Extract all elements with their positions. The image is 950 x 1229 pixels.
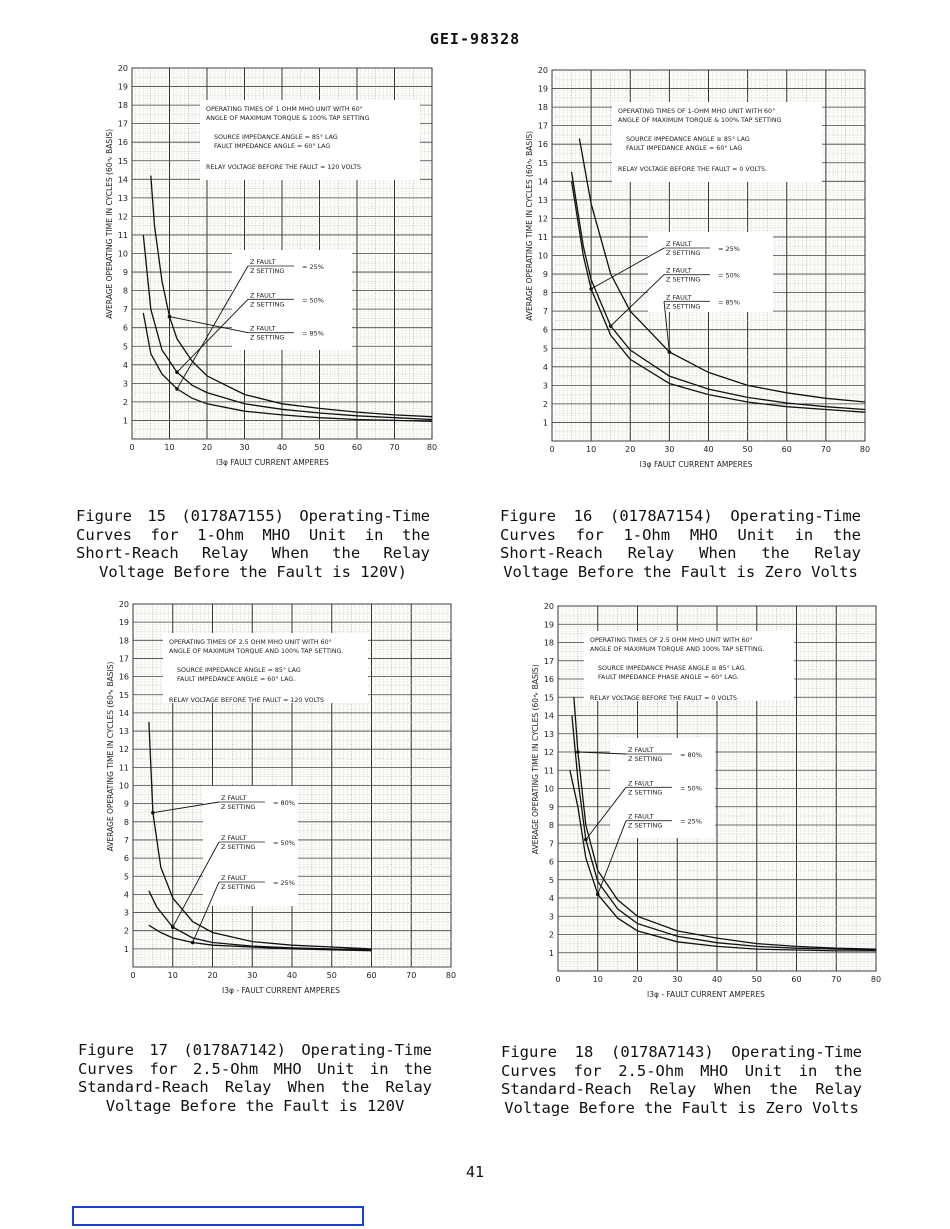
info-box-line: OPERATING TIMES OF 1 OHM MHO UNIT WITH 60°	[206, 106, 363, 113]
y-tick-label: 2	[542, 399, 548, 409]
x-tick-label: 70	[820, 445, 831, 454]
legend-numerator: Z FAULT	[628, 812, 654, 821]
y-tick-label: 19	[543, 620, 554, 630]
leader-point	[171, 925, 175, 929]
y-tick-label: 20	[537, 66, 548, 75]
legend-numerator: Z FAULT	[628, 779, 654, 788]
y-tick-label: 18	[118, 636, 129, 646]
x-tick-label: 30	[672, 975, 683, 984]
y-tick-label: 3	[542, 381, 548, 391]
y-tick-label: 5	[542, 344, 548, 354]
x-tick-label: 20	[207, 971, 218, 980]
info-box-line: OPERATING TIMES OF 2.5 OHM MHO UNIT WITH 60°	[169, 639, 332, 646]
y-tick-label: 10	[117, 249, 128, 259]
y-tick-label: 15	[537, 158, 548, 168]
leader-point	[589, 287, 593, 291]
x-tick-label: 10	[164, 443, 175, 452]
leader-point	[175, 387, 179, 391]
y-tick-label: 3	[123, 908, 129, 918]
y-tick-label: 11	[537, 232, 548, 242]
x-tick-label: 60	[366, 971, 377, 980]
legend-value: = 25%	[302, 263, 324, 271]
legend-value: = 85%	[718, 298, 740, 307]
legend-denominator: Z SETTING	[666, 249, 701, 257]
info-box-line: SOURCE IMPEDANCE ANGLE = 85° LAG	[177, 667, 301, 674]
x-tick-label: 40	[711, 975, 723, 984]
info-box-line: FAULT IMPEDANCE ANGLE = 60° LAG.	[177, 676, 296, 683]
y-tick-label: 10	[118, 781, 129, 791]
y-tick-label: 8	[542, 288, 548, 298]
chart-svg	[100, 60, 450, 485]
x-tick-label: 10	[592, 975, 603, 984]
x-tick-label: 30	[239, 443, 250, 452]
x-tick-label: 50	[742, 445, 753, 454]
y-tick-label: 9	[122, 268, 128, 278]
y-tick-label: 8	[122, 286, 128, 296]
legend-value: = 25%	[273, 879, 295, 887]
y-tick-label: 10	[537, 251, 548, 261]
y-tick-label: 2	[122, 397, 128, 407]
y-tick-label: 3	[548, 912, 554, 922]
document-number: GEI-98328	[429, 30, 521, 48]
x-tick-label: 10	[586, 445, 597, 454]
y-tick-label: 7	[122, 305, 128, 315]
leader-point	[668, 350, 672, 354]
y-tick-label: 20	[118, 600, 129, 609]
y-tick-label: 2	[548, 930, 554, 940]
y-tick-label: 6	[123, 854, 129, 864]
y-tick-label: 7	[548, 839, 554, 849]
x-tick-label: 60	[791, 975, 802, 984]
info-box-line: RELAY VOLTAGE BEFORE THE FAULT = 0 VOLTS.	[618, 166, 768, 173]
y-tick-label: 1	[123, 944, 129, 954]
x-tick-label: 20	[201, 443, 213, 452]
y-tick-label: 11	[118, 763, 129, 773]
y-axis-label: AVERAGE OPERATING TIME IN CYCLES (60∿ BASIS)	[106, 661, 115, 852]
legend-numerator: Z FAULT	[221, 834, 247, 842]
leader-point	[576, 750, 580, 754]
y-tick-label: 8	[123, 817, 129, 827]
info-box-line: FAULT IMPEDANCE ANGLE = 60° LAG	[214, 143, 331, 150]
info-box-line: RELAY VOLTAGE BEFORE THE FAULT = 0 VOLTS	[590, 695, 738, 702]
legend-numerator: Z FAULT	[221, 794, 247, 802]
y-tick-label: 4	[548, 894, 554, 903]
info-box-line: ANGLE OF MAXIMUM TORQUE AND 100% TAP SETTING.	[169, 648, 344, 655]
x-axis-label: I3φ - FAULT CURRENT AMPERES	[222, 986, 340, 995]
legend-denominator: Z SETTING	[628, 821, 663, 830]
y-tick-label: 18	[543, 638, 554, 648]
y-tick-label: 18	[117, 101, 128, 111]
legend-denominator: Z SETTING	[221, 843, 256, 851]
y-tick-label: 15	[543, 693, 554, 703]
x-tick-label: 30	[247, 971, 258, 980]
x-tick-label: 0	[549, 445, 555, 454]
y-tick-label: 17	[117, 119, 128, 129]
y-tick-label: 20	[117, 64, 128, 73]
legend-value: = 80%	[273, 799, 295, 807]
y-tick-label: 2	[123, 926, 129, 936]
y-axis-label: AVERAGE OPERATING TIME IN CYCLES (60∿ BASIS)	[531, 664, 540, 855]
y-tick-label: 4	[122, 360, 128, 370]
legend-numerator: Z FAULT	[250, 291, 276, 300]
y-tick-label: 1	[542, 418, 548, 428]
info-box-line: FAULT IMPEDANCE ANGLE = 60° LAG	[626, 145, 743, 152]
chart-svg	[522, 598, 882, 1018]
figure-16-caption: Figure 16 (0178A7154) Operating-Time Curves for 1-Ohm MHO Unit in the Short-Reach Relay When the Relay Voltage Before the Fault is Zero Volts	[500, 507, 861, 581]
y-tick-label: 16	[117, 138, 128, 148]
page-number: 41	[465, 1163, 485, 1181]
x-tick-label: 80	[859, 445, 871, 454]
x-tick-label: 80	[870, 975, 882, 984]
x-tick-label: 70	[389, 443, 400, 452]
x-tick-label: 40	[286, 971, 298, 980]
y-tick-label: 12	[537, 214, 548, 224]
y-tick-label: 15	[118, 690, 129, 700]
info-box-line: OPERATING TIMES OF 1-OHM MHO UNIT WITH 60°	[618, 108, 776, 115]
x-tick-label: 40	[276, 443, 288, 452]
y-tick-label: 16	[118, 672, 129, 682]
legend-denominator: Z SETTING	[250, 300, 285, 309]
legend-numerator: Z FAULT	[221, 874, 247, 882]
info-box-line: SOURCE IMPEDANCE ANGLE = 85° LAG	[214, 134, 338, 141]
figure-18-caption: Figure 18 (0178A7143) Operating-Time Curves for 2.5-Ohm MHO Unit in the Standard-Reach Relay When the Relay Voltage Before the Fault is Zero Volts	[501, 1043, 862, 1117]
legend-numerator: Z FAULT	[250, 258, 276, 266]
legend-value: = 85%	[302, 329, 324, 338]
figure-15-caption: Figure 15 (0178A7155) Operating-Time Curves for 1-Ohm MHO Unit in the Short-Reach Relay When the Relay Voltage Before the Fault is 120V)	[76, 507, 430, 581]
info-box-line: ANGLE OF MAXIMUM TORQUE AND 100% TAP SETTING.	[590, 646, 765, 653]
y-axis-label: AVERAGE OPERATING TIME IN CYCLES (60∿ BASIS)	[525, 130, 534, 321]
y-tick-label: 14	[118, 708, 129, 718]
y-tick-label: 17	[543, 656, 554, 666]
y-tick-label: 15	[117, 156, 128, 166]
x-axis-label: I3φ - FAULT CURRENT AMPERES	[647, 990, 765, 999]
leader-point	[609, 324, 613, 328]
chart-svg	[103, 596, 457, 1016]
x-tick-label: 50	[314, 443, 325, 452]
info-box-line: SOURCE IMPEDANCE ANGLE ≅ 85° LAG	[626, 136, 750, 143]
y-tick-label: 11	[543, 766, 554, 776]
legend-denominator: Z SETTING	[250, 333, 285, 342]
chart-svg	[520, 62, 870, 487]
info-box-line: OPERATING TIMES OF 2.5 OHM MHO UNIT WITH 60°	[590, 637, 753, 644]
y-tick-label: 17	[118, 654, 129, 664]
y-tick-label: 20	[543, 602, 554, 611]
legend-denominator: Z SETTING	[666, 275, 701, 284]
y-tick-label: 9	[123, 799, 129, 809]
y-tick-label: 14	[117, 175, 128, 185]
y-tick-label: 8	[548, 821, 554, 830]
figure-15-chart	[100, 60, 450, 485]
x-tick-label: 70	[831, 975, 842, 984]
y-tick-label: 6	[122, 323, 128, 333]
legend-value: = 50%	[680, 784, 702, 793]
y-tick-label: 14	[537, 177, 548, 187]
legend-denominator: Z SETTING	[221, 803, 256, 811]
legend-numerator: Z FAULT	[666, 293, 692, 302]
y-tick-label: 11	[117, 230, 128, 240]
legend-value: = 50%	[273, 839, 295, 847]
y-axis-label: AVERAGE OPERATING TIME IN CYCLES (60∿ BASIS)	[105, 128, 114, 319]
info-box-line: ANGLE OF MAXIMUM TORQUE & 100% TAP SETTING	[206, 115, 370, 122]
figure-17-chart	[103, 596, 457, 1016]
y-tick-label: 19	[537, 84, 548, 94]
leader-point	[596, 893, 600, 897]
y-tick-label: 7	[123, 835, 129, 845]
info-box-line: ANGLE OF MAXIMUM TORQUE & 100% TAP SETTING	[618, 117, 782, 124]
legend-value: = 25%	[680, 817, 702, 826]
x-tick-label: 20	[625, 445, 636, 454]
y-tick-label: 13	[537, 195, 548, 205]
legend-numerator: Z FAULT	[666, 240, 692, 248]
leader-point	[175, 370, 179, 374]
figure-16-chart	[520, 62, 870, 487]
y-tick-label: 13	[118, 727, 129, 737]
y-tick-label: 19	[117, 82, 128, 92]
y-tick-label: 13	[117, 193, 128, 203]
x-tick-label: 80	[426, 443, 438, 452]
info-box-line: SOURCE IMPEDANCE PHASE ANGLE ≅ 85° LAG.	[598, 665, 747, 672]
x-tick-label: 40	[703, 445, 714, 454]
legend-numerator: Z FAULT	[628, 746, 654, 754]
x-tick-label: 0	[555, 975, 561, 984]
y-tick-label: 6	[542, 325, 548, 335]
x-tick-label: 60	[351, 443, 363, 452]
y-tick-label: 16	[537, 140, 548, 150]
y-tick-label: 12	[117, 212, 128, 222]
y-tick-label: 13	[543, 729, 554, 739]
legend-value: = 50%	[718, 271, 740, 280]
y-tick-label: 12	[118, 745, 129, 755]
y-tick-label: 4	[123, 890, 129, 900]
legend-value: = 50%	[302, 296, 324, 305]
y-tick-label: 3	[122, 379, 128, 389]
y-tick-label: 9	[548, 802, 554, 812]
x-tick-label: 80	[445, 971, 457, 980]
x-tick-label: 0	[129, 443, 135, 452]
leader-point	[168, 315, 172, 319]
x-tick-label: 60	[781, 445, 792, 454]
x-tick-label: 30	[664, 445, 675, 454]
leader-point	[191, 941, 195, 945]
figure-17-caption: Figure 17 (0178A7142) Operating-Time Curves for 2.5-Ohm MHO Unit in the Standard-Reach Relay When the Relay Voltage Before the Fault is 120V	[78, 1041, 432, 1115]
x-tick-label: 10	[167, 971, 178, 980]
legend-denominator: Z SETTING	[666, 302, 701, 311]
x-tick-label: 70	[406, 971, 417, 980]
y-tick-label: 7	[542, 307, 548, 317]
y-tick-label: 12	[543, 748, 554, 757]
y-tick-label: 19	[118, 618, 129, 628]
y-tick-label: 6	[548, 857, 554, 867]
legend-numerator: Z FAULT	[666, 266, 692, 275]
x-axis-label: I3φ FAULT CURRENT AMPERES	[639, 460, 753, 469]
y-tick-label: 1	[122, 416, 128, 426]
y-tick-label: 9	[542, 270, 548, 280]
y-tick-label: 17	[537, 121, 548, 131]
info-box-line: RELAY VOLTAGE BEFORE THE FAULT = 120 VOLTS	[169, 697, 325, 704]
legend-denominator: Z SETTING	[250, 267, 285, 275]
x-tick-label: 0	[130, 971, 136, 980]
x-tick-label: 50	[326, 971, 337, 980]
y-tick-label: 5	[548, 875, 554, 885]
y-tick-label: 18	[537, 103, 548, 113]
x-axis-label: I3φ FAULT CURRENT AMPERES	[216, 458, 329, 467]
y-tick-label: 4	[542, 362, 548, 372]
legend-numerator: Z FAULT	[250, 324, 276, 333]
x-tick-label: 50	[751, 975, 762, 984]
y-tick-label: 14	[543, 711, 554, 721]
footer-link-box[interactable]	[72, 1206, 364, 1226]
info-box-line: RELAY VOLTAGE BEFORE THE FAULT = 120 VOLTS	[206, 164, 362, 171]
y-tick-label: 1	[548, 948, 554, 958]
legend-denominator: Z SETTING	[628, 755, 663, 763]
legend-value: = 80%	[680, 751, 702, 759]
y-tick-label: 16	[543, 675, 554, 684]
figure-18-chart	[522, 598, 882, 1018]
x-tick-label: 20	[632, 975, 643, 984]
y-tick-label: 5	[122, 342, 128, 352]
y-tick-label: 10	[543, 784, 554, 794]
y-tick-label: 5	[123, 872, 129, 882]
legend-denominator: Z SETTING	[221, 883, 256, 891]
legend-value: = 25%	[718, 245, 740, 253]
leader-point	[151, 811, 155, 815]
leader-point	[584, 838, 588, 842]
legend-denominator: Z SETTING	[628, 788, 663, 797]
info-box-line: FAULT IMPEDANCE PHASE ANGLE = 60° LAG.	[598, 674, 740, 681]
